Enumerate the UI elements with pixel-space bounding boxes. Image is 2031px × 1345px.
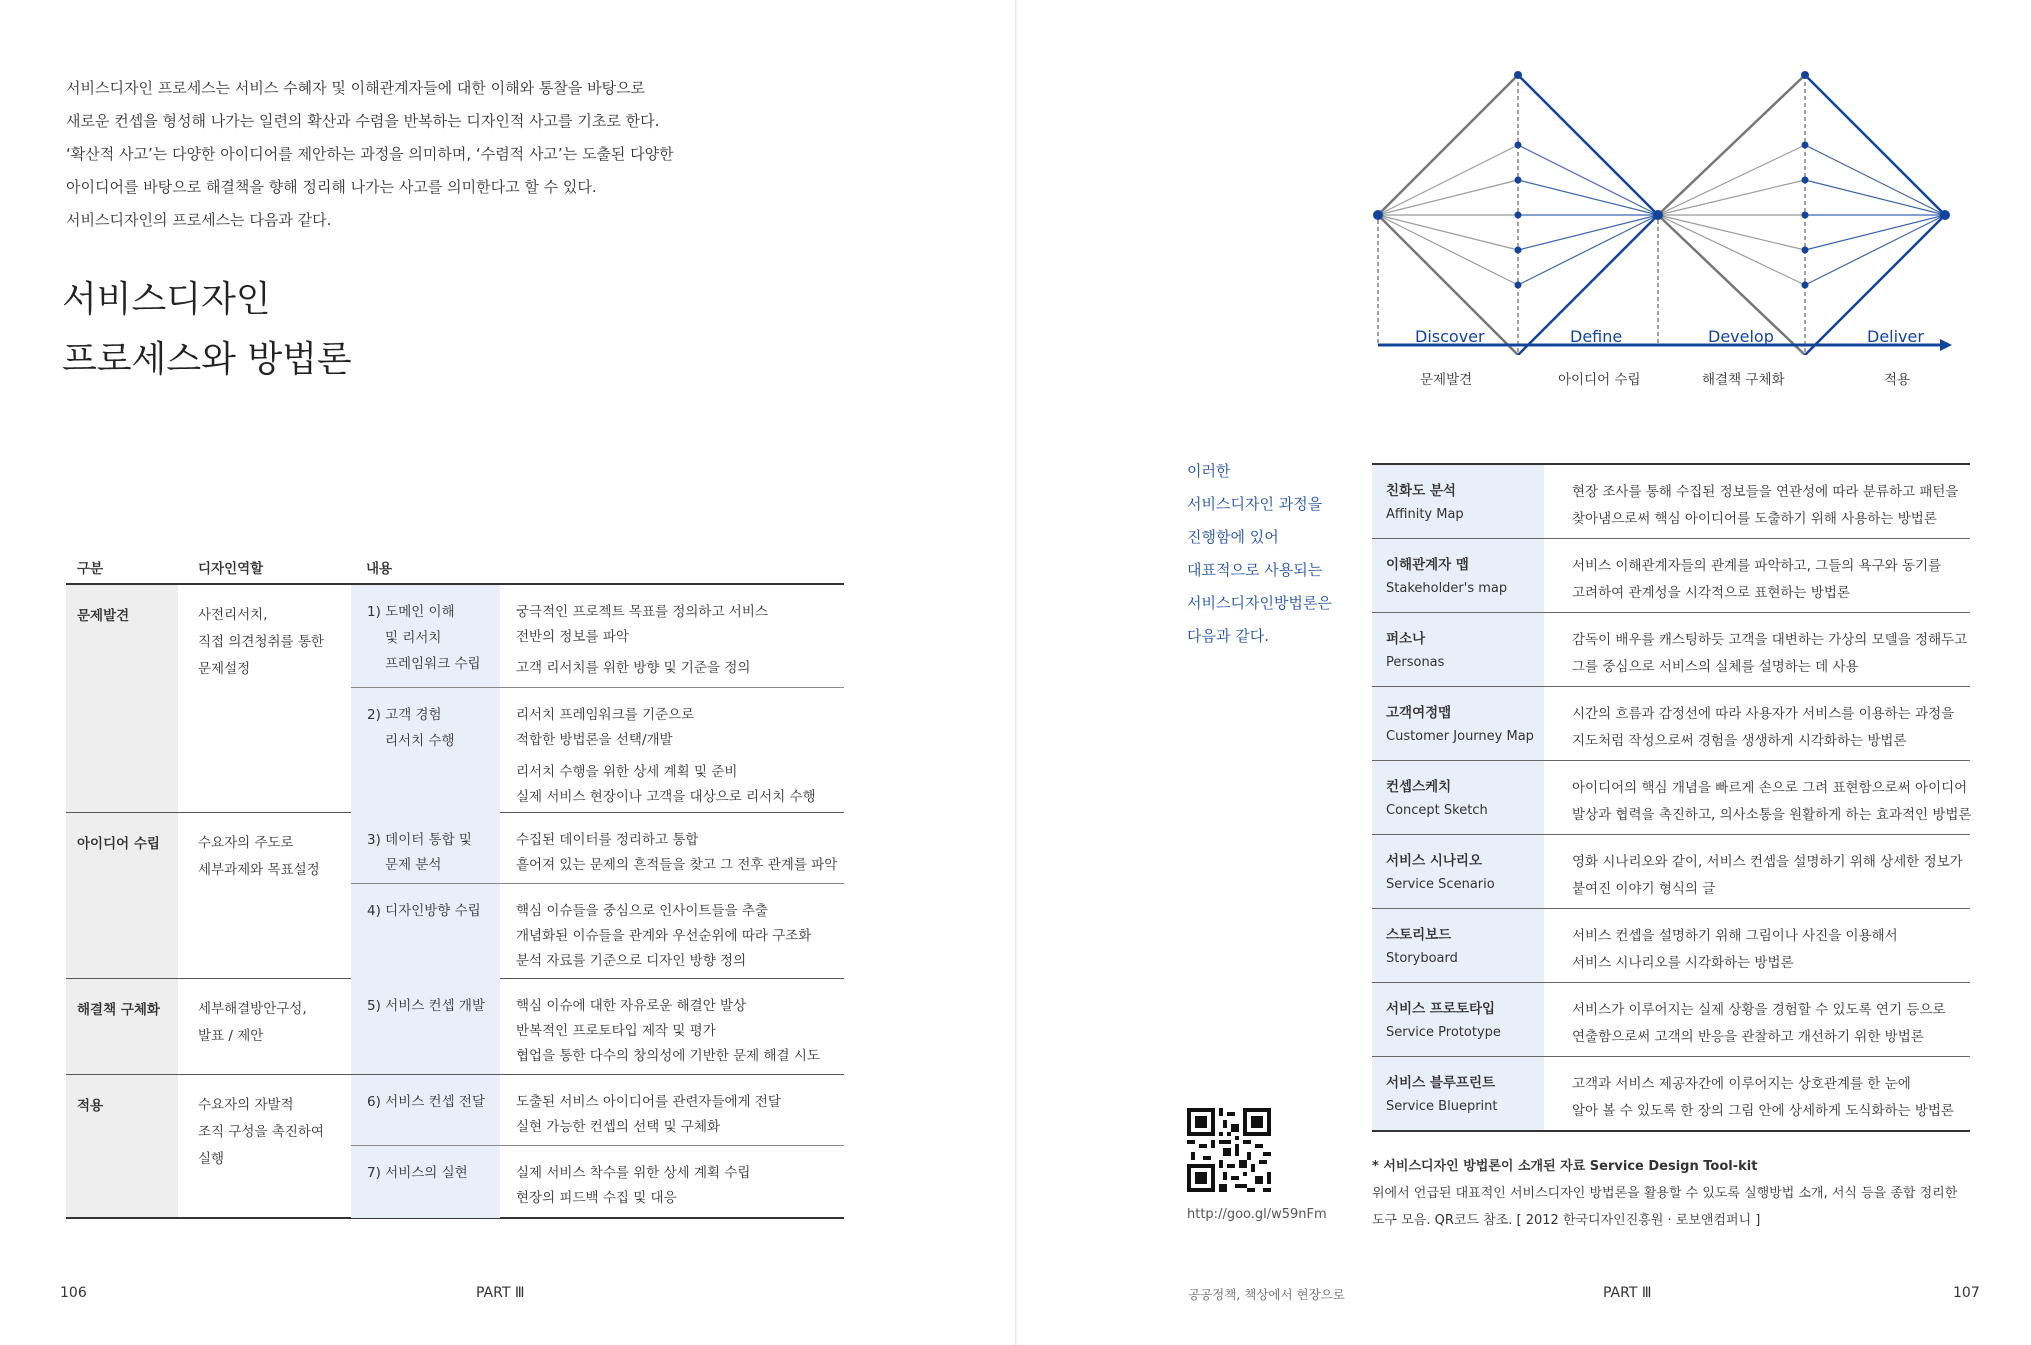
- section-label-left: PART Ⅲ: [476, 1285, 525, 1301]
- step-line: 6) 서비스 컨셉 전달: [367, 1094, 486, 1110]
- desc-line: 핵심 이슈에 대한 자유로운 해결안 발상: [516, 998, 747, 1014]
- section-headline: [62, 270, 352, 390]
- method-desc: [1572, 627, 1967, 681]
- desc-line: 실제 서비스 착수를 위한 상세 계획 수립: [516, 1165, 751, 1181]
- fan-lines-diverge-2: [1658, 145, 1805, 285]
- role-cell: [198, 1092, 324, 1173]
- method-desc-line: 아이디어의 핵심 개념을 빠르게 손으로 그려 표현함으로써 아이디어: [1572, 780, 1968, 796]
- method-name-cell: [1372, 909, 1544, 982]
- role-line: 발표 / 제안: [198, 1028, 264, 1044]
- method-desc: [1572, 553, 1941, 607]
- method-name-ko: 서비스 시나리오: [1386, 853, 1482, 869]
- method-name-ko: 친화도 분석: [1386, 483, 1456, 499]
- desc-line: 흩어져 있는 문제의 흔적들을 찾고 그 전후 관계를 파악: [516, 857, 838, 873]
- phase-develop: Develop: [1708, 327, 1774, 346]
- method-desc: [1572, 479, 1958, 533]
- role-cell: [198, 830, 320, 884]
- side-note-line: 진행함에 있어: [1187, 528, 1279, 546]
- side-note: [1187, 455, 1337, 653]
- header-role: 디자인역할: [198, 561, 264, 577]
- desc-line: 수집된 데이터를 정리하고 통합: [516, 832, 699, 848]
- table-group-develop: [66, 979, 844, 1075]
- method-row: [1372, 686, 1970, 760]
- side-note-line: 서비스디자인 과정을: [1187, 495, 1323, 513]
- process-table: [66, 545, 844, 1219]
- category-cell: [66, 979, 178, 1074]
- fan-lines-converge: [1518, 145, 1658, 285]
- method-row: [1372, 834, 1970, 908]
- role-line: 세부해결방안구성,: [198, 1001, 307, 1017]
- method-name-ko: 스토리보드: [1386, 927, 1452, 943]
- method-desc: [1572, 997, 1945, 1051]
- desc-line: 리서치 프레임워크를 기준으로: [516, 707, 695, 723]
- qr-code-icon[interactable]: [1187, 1108, 1271, 1192]
- category-label: 아이디어 수립: [77, 836, 160, 852]
- double-diamond-svg: [1370, 55, 1970, 355]
- method-desc-line: 그를 중심으로 서비스의 실체를 설명하는 데 사용: [1572, 659, 1859, 675]
- method-name-ko: 컨셉스케치: [1386, 779, 1452, 795]
- method-name-cell: [1372, 687, 1544, 760]
- method-name-ko: 서비스 블루프린트: [1386, 1075, 1496, 1091]
- step-cell: [351, 884, 500, 979]
- desc-line: 현장의 피드백 수집 및 대응: [516, 1190, 677, 1206]
- step-line: 문제 분석: [385, 857, 442, 873]
- table-row: [351, 813, 844, 884]
- method-name-cell: [1372, 983, 1544, 1056]
- note-title: * 서비스디자인 방법론이 소개된 자료 Service Design Tool-kit: [1372, 1159, 1758, 1174]
- role-line: 사전리서치,: [198, 607, 268, 623]
- method-name-en: Concept Sketch: [1386, 803, 1488, 818]
- method-row: [1372, 465, 1970, 538]
- desc-line: 개념화된 이슈들을 관계와 우선순위에 따라 구조화: [516, 928, 812, 944]
- role-line: 수요자의 자발적: [198, 1097, 294, 1113]
- role-line: 직접 의견청취를 통한: [198, 634, 324, 650]
- method-name-cell: [1372, 613, 1544, 686]
- step-line: 5) 서비스 컨셉 개발: [367, 998, 486, 1014]
- method-row: [1372, 908, 1970, 982]
- method-desc-line: 연출함으로써 고객의 반응을 관찰하고 개선하기 위한 방법론: [1572, 1029, 1924, 1045]
- desc-line: 도출된 서비스 아이디어를 관련자들에게 전달: [516, 1094, 781, 1110]
- step-cell: [351, 1075, 500, 1145]
- page-number-left: 106: [60, 1285, 87, 1301]
- table-header: [66, 545, 844, 585]
- step-cell: [351, 1146, 500, 1218]
- table-group-deliver: [66, 1075, 844, 1219]
- step-line: 리서치 수행: [385, 733, 455, 749]
- table-row: [351, 688, 844, 813]
- method-desc-line: 붙여진 이야기 형식의 글: [1572, 881, 1716, 897]
- step-rows: [351, 979, 844, 1074]
- phase-define: Define: [1570, 327, 1623, 346]
- method-name-en: Stakeholder's map: [1386, 581, 1508, 596]
- method-name-en: Service Prototype: [1386, 1025, 1501, 1040]
- phase-deliver: Deliver: [1867, 327, 1924, 346]
- intro-line: 아이디어를 바탕으로 해결책을 향해 정리해 나가는 사고를 의미한다고 할 수 있다.: [66, 178, 597, 196]
- side-note-line: 이러한: [1187, 462, 1231, 480]
- table-group-discover: [66, 585, 844, 813]
- phase-kr-develop: 해결책 구체화: [1702, 372, 1785, 388]
- step-cell: [351, 979, 500, 1074]
- table-group-define: [66, 813, 844, 979]
- method-desc-line: 현장 조사를 통해 수집된 정보들을 연관성에 따라 분류하고 패턴을: [1572, 484, 1959, 500]
- method-name-ko: 고객여정맵: [1386, 705, 1452, 721]
- method-name-cell: [1372, 835, 1544, 908]
- phase-kr-deliver: 적용: [1884, 372, 1911, 388]
- step-line: 및 리서치: [385, 630, 442, 646]
- desc-line: 반복적인 프로토타입 제작 및 평가: [516, 1023, 716, 1039]
- page-fold: [1015, 0, 1017, 1345]
- category-label: 문제발견: [77, 608, 130, 624]
- header-content: 내용: [366, 561, 393, 577]
- side-note-line: 다음과 같다.: [1187, 627, 1269, 645]
- method-name-ko: 서비스 프로토타입: [1386, 1001, 1496, 1017]
- method-row: [1372, 538, 1970, 612]
- method-name-cell: [1372, 761, 1544, 834]
- step-line: 2) 고객 경험: [367, 707, 442, 723]
- method-name-en: Customer Journey Map: [1386, 729, 1534, 744]
- role-line: 수요자의 주도로: [198, 835, 294, 851]
- step-rows: [351, 1075, 844, 1218]
- desc-line: 전반의 정보를 파악: [516, 629, 629, 645]
- step-cell: [351, 813, 500, 883]
- method-name-en: Affinity Map: [1386, 507, 1464, 522]
- method-desc-line: 서비스 이해관계자들의 관계를 파악하고, 그들의 욕구와 동기를: [1572, 558, 1942, 574]
- intro-line: ‘확산적 사고’는 다양한 아이디어를 제안하는 과정을 의미하며, ‘수렴적 사고’는 도출된 다양한: [66, 145, 674, 163]
- method-row: [1372, 1056, 1970, 1130]
- table-row: [351, 1146, 844, 1218]
- method-desc-line: 영화 시나리오와 같이, 서비스 컨셉을 설명하기 위해 상세한 정보가: [1572, 854, 1963, 870]
- category-label: 적용: [77, 1098, 104, 1114]
- step-rows: [351, 585, 844, 813]
- method-name-cell: [1372, 1057, 1544, 1130]
- method-desc: [1572, 1071, 1954, 1125]
- method-desc-line: 서비스 컨셉을 설명하기 위해 그림이나 사진을 이용해서: [1572, 928, 1898, 944]
- header-category: 구분: [77, 561, 104, 577]
- method-name-en: Personas: [1386, 655, 1445, 670]
- methods-table: [1372, 463, 1970, 1132]
- side-note-line: 대표적으로 사용되는: [1187, 561, 1323, 579]
- step-line: 7) 서비스의 실현: [367, 1165, 468, 1181]
- desc-line: 고객 리서치를 위한 방향 및 기준을 정의: [516, 660, 751, 676]
- phase-discover: Discover: [1415, 327, 1485, 346]
- desc-line: 적합한 방법론을 선택/개발: [516, 732, 673, 748]
- method-desc-line: 찾아냄으로써 핵심 아이디어를 도출하기 위해 사용하는 방법론: [1572, 511, 1937, 527]
- intro-paragraph: [66, 72, 674, 237]
- page-number-right: 107: [1953, 1285, 1980, 1301]
- category-cell: [66, 1075, 178, 1217]
- note-line: 도구 모음. QR코드 참조. [ 2012 한국디자인진흥원 · 로보앤컴퍼니 ]: [1372, 1213, 1761, 1228]
- headline-line: 서비스디자인: [62, 279, 271, 320]
- role-line: 조직 구성을 촉진하여: [198, 1124, 324, 1140]
- method-name-ko: 퍼소나: [1386, 631, 1426, 647]
- category-label: 해결책 구체화: [77, 1002, 160, 1018]
- method-desc-line: 고객과 서비스 제공자간에 이루어지는 상호관계를 한 눈에: [1572, 1076, 1911, 1092]
- desc-line: 분석 자료를 기준으로 디자인 방향 정의: [516, 953, 747, 969]
- phase-kr-define: 아이디어 수립: [1558, 372, 1641, 388]
- method-desc-line: 서비스 시나리오를 시각화하는 방법론: [1572, 955, 1794, 971]
- toolkit-note: [1372, 1153, 1972, 1234]
- fan-lines-diverge: [1378, 145, 1518, 285]
- method-row: [1372, 612, 1970, 686]
- intro-line: 서비스디자인 프로세스는 서비스 수혜자 및 이해관계자들에 대한 이해와 통찰을 바탕으로: [66, 79, 646, 97]
- step-rows: [351, 813, 844, 979]
- step-cell: [351, 688, 500, 813]
- method-name-en: Service Blueprint: [1386, 1099, 1498, 1114]
- arrow-head-icon: [1940, 339, 1952, 351]
- desc-line: 실제 서비스 현장이나 고객을 대상으로 리서치 수행: [516, 789, 816, 805]
- method-desc-line: 감독이 배우를 캐스팅하듯 고객을 대변하는 가상의 모델을 정해두고: [1572, 632, 1968, 648]
- role-line: 문제설정: [198, 661, 251, 677]
- method-name-cell: [1372, 539, 1544, 612]
- qr-url-link[interactable]: http://goo.gl/w59nFm: [1187, 1207, 1327, 1222]
- desc-line: 리서치 수행을 위한 상세 계획 및 준비: [516, 764, 738, 780]
- role-cell: [198, 996, 307, 1050]
- table-row: [351, 884, 844, 979]
- intro-line: 새로운 컨셉을 형성해 나가는 일련의 확산과 수렴을 반복하는 디자인적 사고를 기초로 한다.: [66, 112, 660, 130]
- method-desc-line: 서비스가 이루어지는 실제 상황을 경험할 수 있도록 연기 등으로: [1572, 1002, 1946, 1018]
- method-row: [1372, 760, 1970, 834]
- step-line: 3) 데이터 통합 및: [367, 832, 472, 848]
- table-row: [351, 979, 844, 1074]
- role-cell: [198, 602, 324, 683]
- method-desc: [1572, 775, 1971, 829]
- method-desc-line: 지도처럼 작성으로써 경험을 생생하게 시각화하는 방법론: [1572, 733, 1907, 749]
- method-desc-line: 시간의 흐름과 감정선에 따라 사용자가 서비스를 이용하는 과정을: [1572, 706, 1955, 722]
- method-name-en: Storyboard: [1386, 951, 1458, 966]
- step-cell: [351, 585, 500, 687]
- method-desc-line: 발상과 협력을 촉진하고, 의사소통을 원활하게 하는 효과적인 방법론: [1572, 807, 1972, 823]
- headline-line: 프로세스와 방법론: [62, 339, 352, 380]
- method-desc: [1572, 701, 1954, 755]
- method-name-cell: [1372, 465, 1544, 538]
- method-desc: [1572, 849, 1963, 903]
- method-desc-line: 고려하여 관계성을 시각적으로 표현하는 방법론: [1572, 585, 1850, 601]
- book-title-footer: 공공정책, 책상에서 현장으로: [1188, 1287, 1345, 1302]
- step-line: 4) 디자인방향 수립: [367, 903, 481, 919]
- method-name-ko: 이해관계자 맵: [1386, 557, 1469, 573]
- desc-line: 핵심 이슈들을 중심으로 인사이트들을 추출: [516, 903, 768, 919]
- desc-line: 실현 가능한 컨셉의 선택 및 구체화: [516, 1119, 721, 1135]
- side-note-line: 서비스디자인방법론은: [1187, 594, 1332, 612]
- intro-line: 서비스디자인의 프로세스는 다음과 같다.: [66, 211, 332, 229]
- phase-kr-discover: 문제발견: [1420, 372, 1473, 388]
- method-row: [1372, 982, 1970, 1056]
- category-cell: [66, 585, 178, 812]
- desc-line: 궁극적인 프로젝트 목표를 정의하고 서비스: [516, 604, 768, 620]
- method-desc: [1572, 923, 1898, 977]
- fan-lines-converge-2: [1805, 145, 1945, 285]
- category-cell: [66, 813, 178, 978]
- double-diamond-diagram: [1370, 55, 1970, 395]
- section-label-right: PART Ⅲ: [1603, 1285, 1652, 1301]
- role-line: 실행: [198, 1151, 225, 1167]
- method-desc-line: 알아 볼 수 있도록 한 장의 그림 안에 상세하게 도식화하는 방법론: [1572, 1103, 1954, 1119]
- role-line: 세부과제와 목표설정: [198, 862, 320, 878]
- step-line: 1) 도메인 이해: [367, 604, 455, 620]
- table-row: [351, 1075, 844, 1146]
- desc-line: 협업을 통한 다수의 창의성에 기반한 문제 해결 시도: [516, 1048, 820, 1064]
- note-line: 위에서 언급된 대표적인 서비스디자인 방법론을 활용할 수 있도록 실행방법 소개, 서식 등을 종합 정리한: [1372, 1186, 1958, 1201]
- table-row: [351, 585, 844, 688]
- method-name-en: Service Scenario: [1386, 877, 1495, 892]
- step-line: 프레임워크 수립: [385, 656, 481, 672]
